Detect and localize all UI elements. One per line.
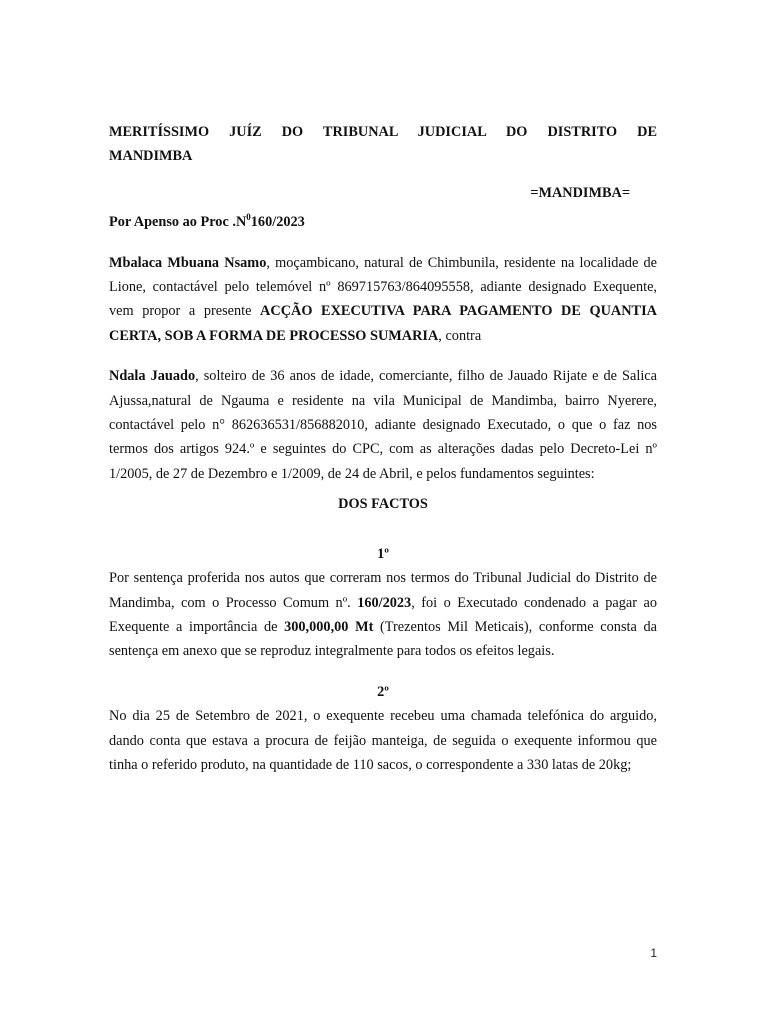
plaintiff-paragraph [109, 251, 657, 349]
article-1-text-1: Por sentença proferida nos autos que correram nos termos do Tribunal Judicial do Distrito de Mandimba, com o Processo Comum nº. [109, 570, 657, 611]
process-reference-sup: 0 [246, 212, 251, 223]
article-1-text-2: , foi o Executado condenado a pagar ao Exequente a importância de [109, 594, 657, 635]
plaintiff-text-1: , moçambicano, natural de Chimbunila, residente na localidade de Lione, contactável pelo telemóvel nº 869715763/864095558, adiante designado Exequente, vem propor a presente [109, 254, 657, 320]
plaintiff-name: Mbalaca Mbuana Nsamo [109, 254, 267, 271]
plaintiff-text-2: , contra [438, 327, 482, 344]
article-2-number: 2º [377, 683, 389, 700]
article-1-text-3: (Trezentos Mil Meticais), conforme consta da sentença em anexo que se reproduz integralmente para todos os efeitos legais. [109, 618, 657, 660]
defendant-name: Ndala Jauado [109, 368, 196, 385]
defendant-paragraph [109, 364, 657, 486]
process-reference-number: 160/2023 [250, 214, 305, 231]
process-reference [109, 210, 657, 234]
article-1-amount: 300,000,00 Mt [284, 618, 374, 635]
article-1-number: 1º [377, 545, 389, 562]
defendant-text: , solteiro de 36 anos de idade, comerciante, filho de Jauado Rijate e de Salica Ajussa,natural de Ngauma e residente na vila Municipal de Mandimba, bairro Nyerere, contactável pelo n° 862636531/856882010, adiante designado Executado, o que o faz nos termos dos artigos 924.º e seguintes do CPC, com as alterações dadas pelo Decreto-Lei nº 1/2005, de 27 de Dezembro e 1/2009, de 24 de Abril, e pelos fundamentos seguintes: [109, 368, 657, 482]
heading-line-2: MANDIMBA [109, 148, 193, 165]
place-heading: =MANDIMBA= [530, 184, 630, 201]
document-page [109, 120, 657, 777]
article-1-case-number: 160/2023 [357, 594, 412, 611]
process-reference-prefix: Por Apenso ao Proc .N [109, 214, 247, 231]
article-2-text: No dia 25 de Setembro de 2021, o exequente recebeu uma chamada telefónica do arguido, dando conta que estava a procura de feijão manteiga, de seguida o exequente informou que tinha o referido produto, na quantidade de 110 sacos, o correspondente a 330 latas de 20kg; [109, 708, 657, 773]
article-1-text [109, 566, 657, 664]
heading-line-1: MERITÍSSIMO JUÍZ DO TRIBUNAL JUDICIAL DO DISTRITO DE [109, 124, 657, 140]
action-title: ACÇÃO EXECUTIVA PARA PAGAMENTO DE QUANTIA CERTA, SOB A FORMA DE PROCESSO SUMARIA [109, 303, 657, 344]
section-title: DOS FACTOS [338, 496, 428, 513]
page-number: 1 [650, 946, 657, 960]
